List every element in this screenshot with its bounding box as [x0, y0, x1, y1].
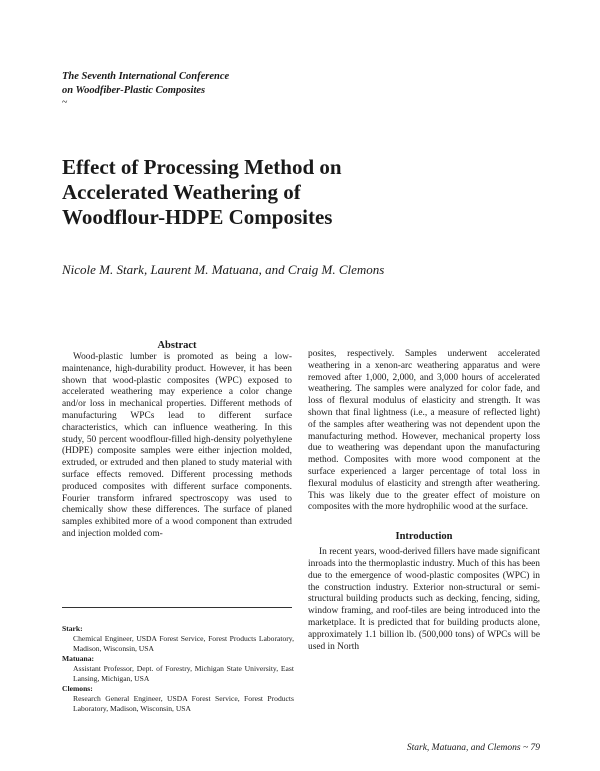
footnote-label: Clemons: [62, 684, 93, 693]
title-line-3: Woodflour-HDPE Composites [62, 205, 333, 229]
conference-mark: ~ [62, 97, 68, 108]
author-list: Nicole M. Stark, Laurent M. Matuana, and Craig M. Clemons [62, 262, 385, 277]
footnote-text: Research General Engineer, USDA Forest Service, Forest Products Laboratory, Madison, Wisconsin, USA [73, 694, 294, 713]
left-column [62, 339, 292, 541]
footnote-divider [62, 607, 292, 608]
footnote-text: Chemical Engineer, USDA Forest Service, Forest Products Laboratory, Madison, Wisconsin, USA [73, 634, 294, 653]
footnote-label: Stark: [62, 624, 83, 633]
conference-line-1: The Seventh International Conference [62, 71, 230, 82]
introduction-heading: Introduction [395, 531, 453, 543]
abstract-heading: Abstract [157, 340, 197, 351]
footnote-matuana [62, 654, 294, 684]
introduction-text: In recent years, wood-derived fillers have made significant inroads into the thermoplastic industry. Much of this has been due to the emergence of wood-plastic composites (WPC) in the construction industry. Exterior non-structural or semi-structural building products such as decking, fencing, siding, window framing, and roof-tiles are being introduced into the marketplace. It is predicted that for building products alone, approximately 1.1 billion lb. (500,000 tons) of WPCs will be used in North [308, 547, 540, 652]
paper-title [62, 155, 442, 230]
footnote-stark [62, 624, 294, 654]
page-footer: Stark, Matuana, and Clemons ~ 79 [406, 743, 540, 753]
right-column [308, 349, 540, 653]
author-footnotes [62, 624, 294, 714]
title-line-1: Effect of Processing Method on [62, 155, 342, 179]
footnote-clemons [62, 684, 294, 714]
conference-header [62, 70, 229, 108]
conference-line-2: on Woodfiber-Plastic Composites [62, 85, 206, 96]
abstract-text-left: Wood-plastic lumber is promoted as being a low-maintenance, high-durability product. However, it has been shown that wood-plastic composites (WPC) exposed to accelerated weathering may experience a color change and/or loss in mechanical properties. Different methods of manufacturing WPCs lead to different surface characteristics, which can influence weathering. In this study, 50 percent woodflour-filled high-density polyethylene (HDPE) composite samples were either injection molded, extruded, or extruded and then planed to study material with surface effects removed. Different processing methods produced composites with different surface components. Fourier transform infrared spectroscopy was used to chemically show these differences. The surface of planed samples exhibited more of a wood component than extruded and injection molded com- [62, 352, 292, 539]
abstract-text-right: posites, respectively. Samples underwent accelerated weathering in a xenon-arc weathering apparatus and were removed after 1,000, 2,000, and 3,000 hours of accelerated weathering. The samples were analyzed for color fade, and loss of flexural modulus of elasticity and strength. It was shown that final lightness (i.e., a measure of reflected light) of the samples after weathering was not dependent upon the manufacturing method. However, mechanical property loss due to weathering was dependant upon the manufacturing method. Composites with more wood component at the surface experienced a larger percentage of total loss in flexural modulus of elasticity and strength after weathering. This was likely due to the greater effect of moisture on composites with the more hydrophilic wood at the surface. [308, 349, 540, 513]
title-line-2: Accelerated Weathering of [62, 180, 301, 204]
footnote-text: Assistant Professor, Dept. of Forestry, Michigan State University, East Lansing, Michigan, USA [73, 664, 294, 683]
footnote-label: Matuana: [62, 654, 95, 663]
